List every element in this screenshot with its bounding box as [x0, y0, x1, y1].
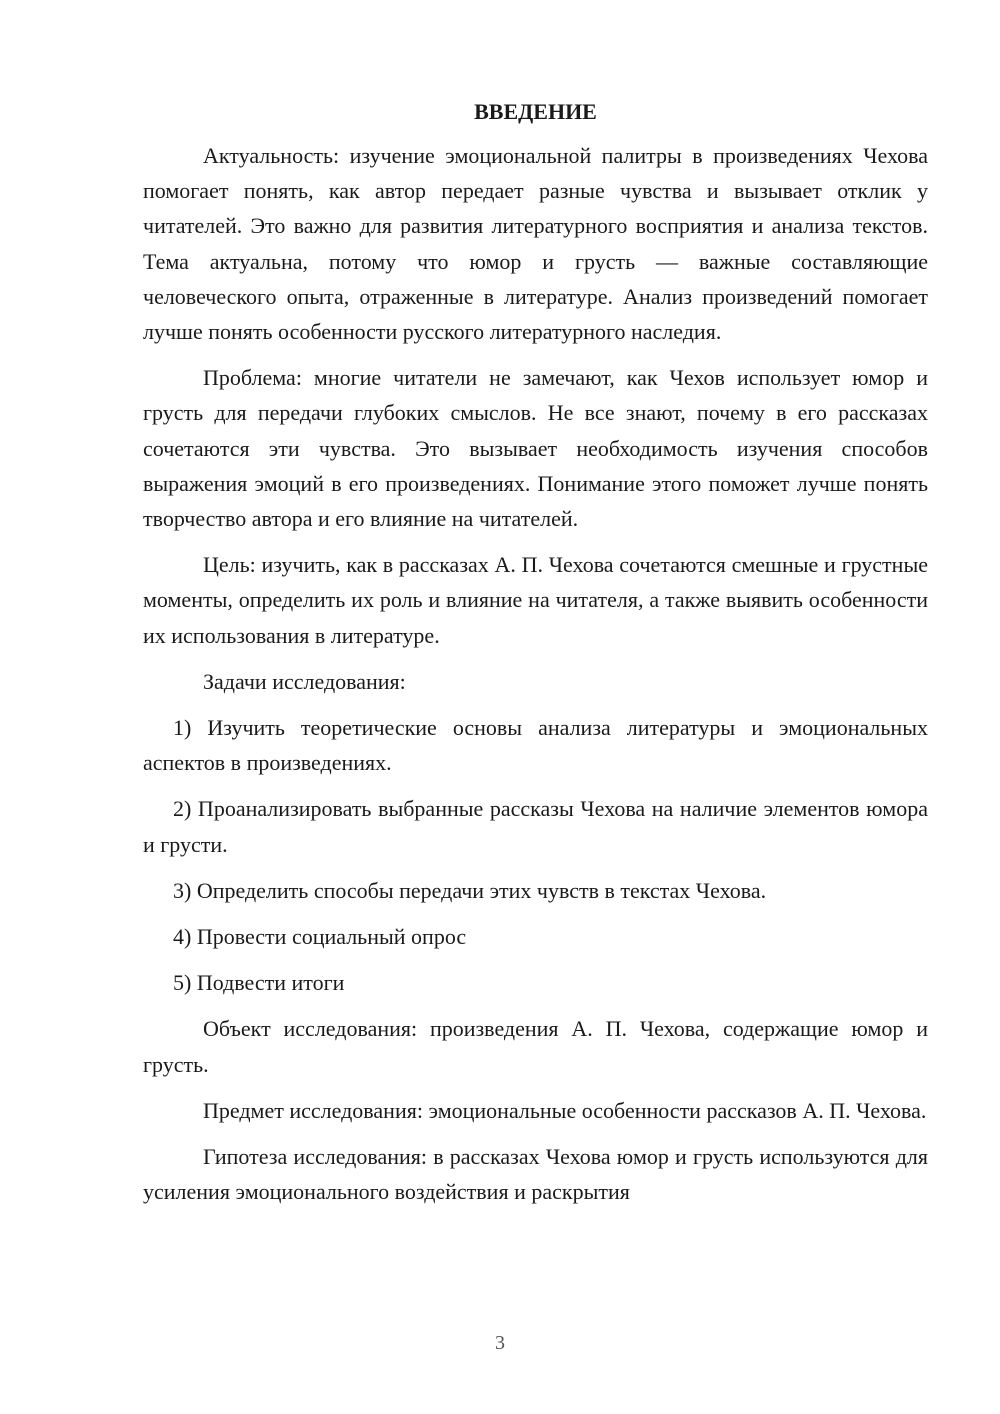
paragraph-problem: Проблема: многие читатели не замечают, как Чехов использует юмор и грусть для передачи глубоких смыслов. Не все знают, почему в его рассказах сочетаются эти чувства. Это вызывает необходимость изучения способов выражения эмоций в его произведениях. Понимание этого поможет лучше понять творчество автора и его влияние на читателей.: [143, 365, 928, 532]
paragraph-hypothesis: Гипотеза исследования: в рассказах Чехова юмор и грусть используются для усиления эмоционального воздействия и раскрытия: [143, 1144, 928, 1205]
paragraph-tasks-title: Задачи исследования:: [203, 668, 406, 694]
task-item-1: 1) Изучить теоретические основы анализа литературы и эмоциональных аспектов в произведениях.: [143, 715, 928, 776]
paragraph-relevance: Актуальность: изучение эмоциональной палитры в произведениях Чехова помогает понять, как автор передает разные чувства и вызывает отклик у читателей. Это важно для развития литературного восприятия и анализа текстов. Тема актуальна, потому что юмор и грусть — важные составляющие человеческого опыта, отраженные в литературе. Анализ произведений помогает лучше понять особенности русского литературного наследия.: [143, 143, 928, 345]
task-item-4: 4) Провести социальный опрос: [173, 924, 467, 950]
task-item-3: 3) Определить способы передачи этих чувств в текстах Чехова.: [173, 877, 767, 903]
paragraph-subject: Предмет исследования: эмоциональные особенности рассказов А. П. Чехова.: [203, 1097, 927, 1123]
page-number: 3: [495, 1332, 505, 1354]
task-item-2: 2) Проанализировать выбранные рассказы Чехова на наличие элементов юмора и грусти.: [143, 796, 928, 857]
document-body: [143, 94, 928, 1220]
paragraph-goal: Цель: изучить, как в рассказах А. П. Чехова сочетаются смешные и грустные моменты, определить их роль и влияние на читателя, а также выявить особенности их использования в литературе.: [143, 552, 928, 648]
section-heading: ВВЕДЕНИЕ: [474, 99, 597, 124]
paragraph-object: Объект исследования: произведения А. П. Чехова, содержащие юмор и грусть.: [143, 1016, 928, 1077]
task-item-5: 5) Подвести итоги: [173, 970, 345, 996]
